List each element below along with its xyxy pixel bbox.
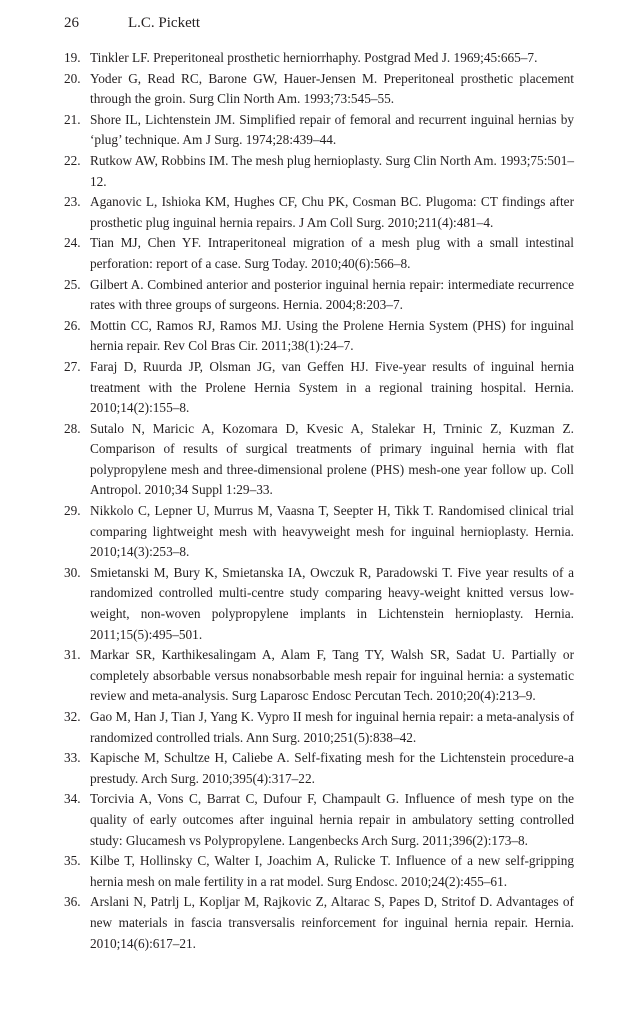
reference-item (64, 357, 574, 419)
reference-text: Tian MJ, Chen YF. Intraperitoneal migration of a mesh plug with a small intestinal perforation: report of a case. Surg Today. 2010;40(6):566–8. (90, 235, 574, 271)
reference-number: 25. (64, 276, 81, 292)
reference-number: 29. (64, 503, 81, 519)
reference-number: 36. (64, 894, 81, 910)
running-header (64, 14, 200, 32)
reference-text: Markar SR, Karthikesalingam A, Alam F, Tang TY, Walsh SR, Sadat U. Partially or completely absorbable versus nonabsorbable mesh repair for inguinal hernia: a systematic review and meta-analysis. Surg Laparosc Endosc Percutan Tech. 2010;20(4):213–9. (90, 647, 574, 704)
reference-number: 21. (64, 111, 81, 127)
reference-item (64, 110, 574, 151)
reference-number: 20. (64, 70, 81, 86)
reference-item (64, 892, 574, 954)
reference-number: 33. (64, 750, 81, 766)
reference-number: 28. (64, 420, 81, 436)
reference-number: 34. (64, 791, 81, 807)
reference-number: 35. (64, 853, 81, 869)
reference-item (64, 69, 574, 110)
reference-item (64, 151, 574, 192)
page-number: 26 (64, 15, 79, 31)
reference-number: 27. (64, 358, 81, 374)
reference-text: Sutalo N, Maricic A, Kozomara D, Kvesic A, Stalekar H, Trninic Z, Kuzman Z. Comparison of results of surgical treatments of primary inguinal hernia with flat polypropylene mesh and three-dimensional prolene (PHS) mesh-one year follow up. Coll Antropol. 2010;34 Suppl 1:29–33. (90, 420, 574, 498)
reference-text: Aganovic L, Ishioka KM, Hughes CF, Chu PK, Cosman BC. Plugoma: CT findings after prosthetic plug inguinal hernia repairs. J Am Coll Surg. 2010;211(4):481–4. (90, 194, 574, 230)
reference-number: 23. (64, 194, 81, 210)
reference-text: Tinkler LF. Preperitoneal prosthetic herniorrhaphy. Postgrad Med J. 1969;45:665–7. (90, 50, 538, 65)
reference-text: Mottin CC, Ramos RJ, Ramos MJ. Using the Prolene Hernia System (PHS) for inguinal hernia repair. Rev Col Bras Cir. 2011;38(1):24–7. (90, 317, 574, 354)
reference-number: 22. (64, 152, 81, 168)
reference-text: Gao M, Han J, Tian J, Yang K. Vypro II mesh for inguinal hernia repair: a meta-analysis of randomized controlled trials. Ann Surg. 2010;251(5):838–42. (90, 709, 574, 745)
reference-item (64, 645, 574, 707)
reference-text: Kilbe T, Hollinsky C, Walter I, Joachim A, Rulicke T. Influence of a new self-gripping hernia mesh on male fertility in a rat model. Surg Endosc. 2010;24(2):455–61. (90, 853, 574, 889)
reference-text: Arslani N, Patrlj L, Kopljar M, Rajkovic Z, Altarac S, Papes D, Stritof D. Advantages of new materials in fascia transversalis reinforcement for inguinal hernia repair. Hernia. 2010;14(6):617–21. (90, 894, 574, 951)
reference-number: 26. (64, 317, 81, 333)
reference-text: Smietanski M, Bury K, Smietanska IA, Owczuk R, Paradowski T. Five year results of a randomized controlled multi-centre study comparing heavy-weight knitted versus low-weight, non-woven polypropylene implants in Lichtenstein hernioplasty. Hernia. 2011;15(5):495–501. (90, 564, 574, 642)
reference-list (64, 48, 574, 954)
reference-item (64, 419, 574, 501)
reference-number: 24. (64, 235, 81, 251)
reference-item (64, 275, 574, 316)
reference-item (64, 192, 574, 233)
reference-text: Kapische M, Schultze H, Caliebe A. Self-fixating mesh for the Lichtenstein procedure-a prestudy. Arch Surg. 2010;395(4):317–22. (90, 750, 574, 786)
reference-item (64, 707, 574, 748)
reference-item (64, 316, 574, 357)
reference-number: 19. (64, 50, 81, 65)
reference-item (64, 501, 574, 563)
reference-text: Shore IL, Lichtenstein JM. Simplified repair of femoral and recurrent inguinal hernias by ‘plug’ technique. Am J Surg. 1974;28:439–44. (90, 111, 574, 148)
reference-number: 30. (64, 564, 81, 580)
reference-item (64, 233, 574, 274)
reference-number: 31. (64, 647, 81, 663)
reference-text: Rutkow AW, Robbins IM. The mesh plug hernioplasty. Surg Clin North Am. 1993;75:501–12. (90, 152, 574, 189)
reference-text: Gilbert A. Combined anterior and posterior inguinal hernia repair: intermediate recurrence rates with three groups of surgeons. Hernia. 2004;8:203–7. (90, 276, 574, 313)
reference-text: Yoder G, Read RC, Barone GW, Hauer-Jensen M. Preperitoneal prosthetic placement through the groin. Surg Clin North Am. 1993;73:545–55. (90, 70, 574, 107)
reference-number: 32. (64, 709, 81, 724)
reference-text: Faraj D, Ruurda JP, Olsman JG, van Geffen HJ. Five-year results of inguinal hernia treatment with the Prolene Hernia System in a regional training hospital. Hernia. 2010;14(2):155–8. (90, 358, 574, 416)
reference-item (64, 48, 574, 69)
reference-item (64, 851, 574, 892)
reference-text: Nikkolo C, Lepner U, Murrus M, Vaasna T, Seepter H, Tikk T. Randomised clinical trial comparing lightweight mesh with heavyweight mesh for inguinal hernioplasty. Hernia. 2010;14(3):253–8. (90, 503, 574, 560)
reference-item (64, 748, 574, 789)
running-author: L.C. Pickett (128, 15, 201, 31)
reference-text: Torcivia A, Vons C, Barrat C, Dufour F, Champault G. Influence of mesh type on the quality of early outcomes after inguinal hernia repair in ambulatory setting controlled study: Glucamesh vs Polypropylene. Langenbecks Arch Surg. 2011;396(2):173–8. (90, 791, 574, 848)
reference-item (64, 563, 574, 645)
reference-item (64, 789, 574, 851)
